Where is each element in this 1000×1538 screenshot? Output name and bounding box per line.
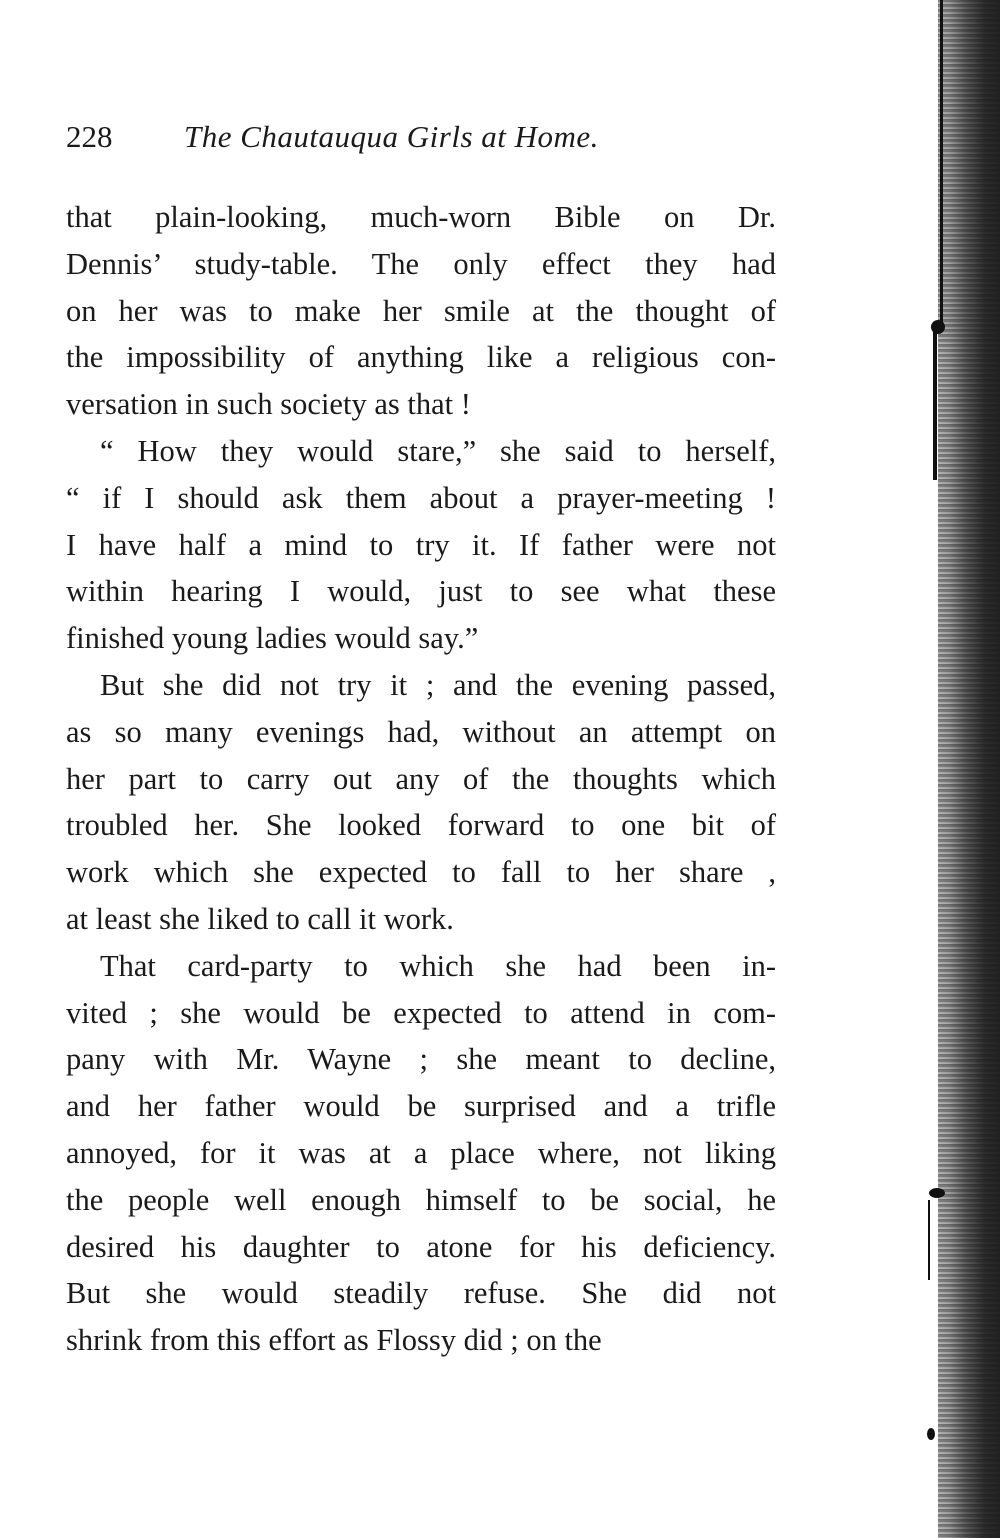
text-line: That card-party to which she had been in- [100, 948, 776, 983]
text-line: troubled her. She looked forward to one bit of [66, 808, 776, 843]
text-line: finished young ladies would say.” [66, 621, 479, 656]
text-line: But she did not try it ; and the evening passed, [100, 667, 776, 702]
text-line: desired his daughter to atone for his deficiency. [66, 1229, 776, 1264]
text-line: her part to carry out any of the thoughts which [66, 761, 776, 796]
binding-thread [940, 0, 943, 330]
text-line: work which she expected to fall to her share , [66, 855, 776, 890]
text-line: as so many evenings had, without an attempt on [66, 714, 776, 749]
running-title: The Chautauqua Girls at Home. [184, 119, 599, 154]
text-line: pany with Mr. Wayne ; she meant to decline, [66, 1042, 776, 1077]
text-line: versation in such society as that ! [66, 387, 471, 422]
text-line: “ How they would stare,” she said to herself, [100, 433, 776, 468]
text-line: at least she liked to call it work. [66, 901, 454, 936]
text-line: “ if I should ask them about a prayer-meeting ! [66, 480, 776, 515]
text-line: that plain-looking, much-worn Bible on Dr. [66, 200, 776, 234]
paragraph [66, 194, 776, 428]
binding-thread [933, 330, 937, 480]
binding-thread [928, 1200, 930, 1280]
text-line: vited ; she would be expected to attend in com- [66, 995, 776, 1030]
text-line: Dennis’ study-table. The only effect they had [66, 246, 776, 281]
page-header [66, 113, 686, 161]
text-line: shrink from this effort as Flossy did ; on the [66, 1323, 602, 1358]
page-number: 228 [66, 119, 113, 154]
text-line: the people well enough himself to be social, he [66, 1182, 776, 1217]
binding-mark [929, 1188, 945, 1198]
binding-gutter [938, 0, 1000, 1538]
text-line: the impossibility of anything like a religious con- [66, 340, 776, 375]
body-text [66, 194, 776, 1364]
text-line: I have half a mind to try it. If father were not [66, 527, 776, 562]
binding-mark [927, 1428, 935, 1440]
paragraph [66, 428, 776, 662]
text-line: But she would steadily refuse. She did not [66, 1276, 776, 1311]
paragraph [66, 662, 776, 943]
text-line: on her was to make her smile at the thought of [66, 293, 776, 328]
paragraph [66, 943, 776, 1364]
text-line: annoyed, for it was at a place where, not liking [66, 1135, 776, 1170]
binding-mark [931, 320, 945, 334]
text-line: within hearing I would, just to see what these [66, 574, 776, 609]
text-line: and her father would be surprised and a trifle [66, 1089, 776, 1124]
